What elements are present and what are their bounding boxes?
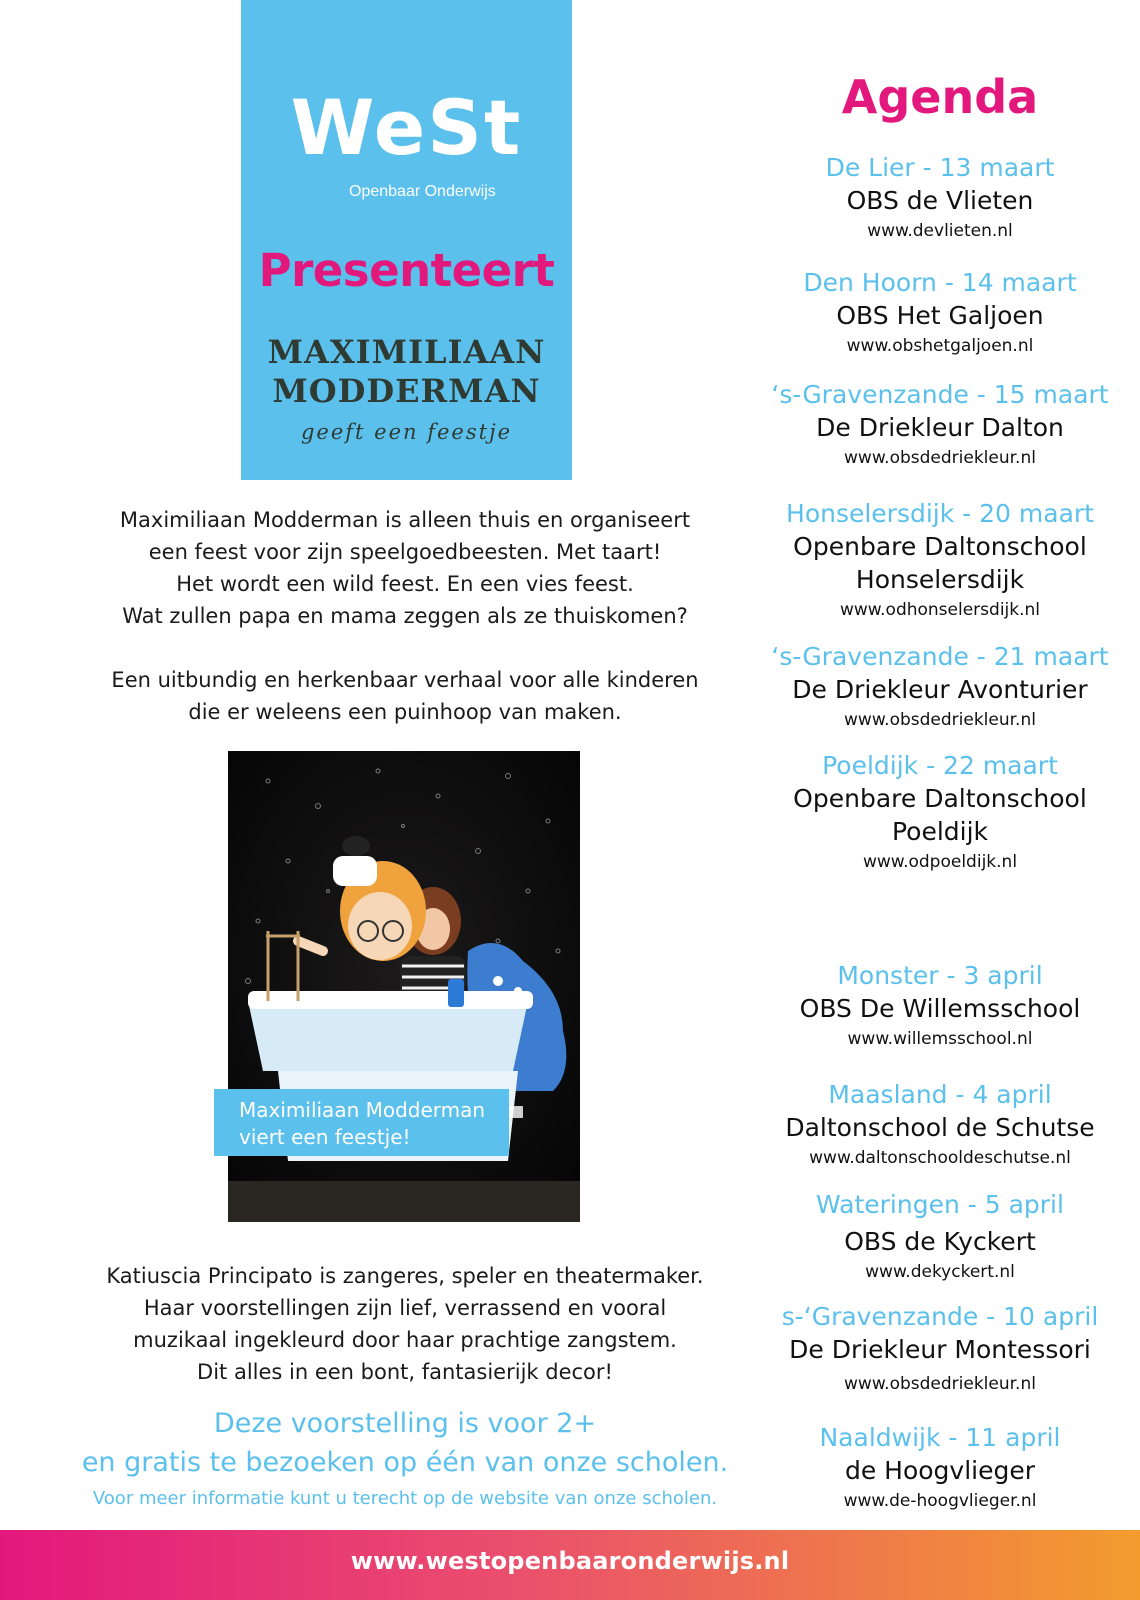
agenda-date: De Lier - 13 maart: [825, 153, 1055, 182]
agenda-date: Honselersdijk - 20 maart: [786, 499, 1094, 528]
agenda-school: De Driekleur Avonturier: [792, 675, 1088, 704]
agenda-school: De Driekleur Dalton: [816, 413, 1064, 442]
agenda-link[interactable]: www.obsdedriekleur.nl: [844, 1374, 1036, 1394]
agenda-school: De Driekleur Montessori: [789, 1335, 1091, 1364]
agenda-school: OBS de Kyckert: [844, 1227, 1036, 1256]
agenda-link[interactable]: www.obsdedriekleur.nl: [844, 448, 1036, 468]
intro-paragraph: [60, 504, 750, 632]
agenda-entry: [760, 959, 1120, 1053]
text-line: Wat zullen papa en mama zeggen als ze thuiskomen?: [122, 604, 688, 628]
agenda-entry: [760, 151, 1120, 245]
agenda-date: ‘s-Gravenzande - 21 maart: [771, 642, 1109, 671]
agenda-date: Naaldwijk - 11 april: [819, 1423, 1061, 1452]
agenda-date: ‘s-Gravenzande - 15 maart: [771, 380, 1109, 409]
agenda-entry: [760, 1078, 1120, 1172]
agenda-school: OBS De Willemsschool: [799, 994, 1081, 1023]
text-line: Katiuscia Principato is zangeres, speler en theatermaker.: [106, 1264, 704, 1288]
agenda-link[interactable]: www.dekyckert.nl: [865, 1262, 1015, 1282]
agenda-date: Wateringen - 5 april: [816, 1190, 1064, 1219]
show-title-line: MODDERMAN: [272, 372, 541, 410]
call-to-action: [40, 1404, 770, 1482]
agenda-school: de Hoogvlieger: [844, 1456, 1036, 1485]
intro-text: [60, 504, 750, 728]
cta-line: en gratis te bezoeken op één van onze scholen.: [81, 1447, 729, 1478]
agenda-entry: [760, 378, 1120, 472]
agenda-link[interactable]: www.daltonschooldeschutse.nl: [809, 1148, 1071, 1168]
photo-caption: [214, 1089, 509, 1156]
agenda-date: Poeldijk - 22 maart: [822, 751, 1058, 780]
footer-bar: [0, 1530, 1140, 1600]
agenda-entry: [760, 1300, 1120, 1398]
cta-line: Deze voorstelling is voor 2+: [213, 1408, 597, 1439]
agenda-entry: [760, 497, 1120, 624]
agenda-date: Monster - 3 april: [837, 961, 1043, 990]
agenda-entry: [760, 640, 1120, 734]
more-info-text: Voor meer informatie kunt u terecht op de website van onze scholen.: [92, 1488, 718, 1509]
show-subtitle: geeft een feestje: [300, 420, 513, 444]
caption-line: Maximiliaan Modderman: [239, 1098, 486, 1122]
agenda-school: OBS de Vlieten: [846, 186, 1034, 215]
agenda-entry: [760, 1421, 1120, 1515]
agenda-school: OBS Het Galjoen: [836, 301, 1044, 330]
presents-heading: Presenteert: [258, 244, 555, 297]
text-line: die er weleens een puinhoop van maken.: [188, 700, 622, 724]
agenda-school: Honselersdijk: [855, 565, 1025, 594]
text-line: een feest voor zijn speelgoedbeesten. Met taart!: [148, 540, 662, 564]
agenda-link[interactable]: www.odhonselersdijk.nl: [839, 600, 1041, 620]
agenda-link[interactable]: www.de-hoogvlieger.nl: [843, 1491, 1037, 1511]
agenda-entry: [760, 266, 1120, 360]
agenda-link[interactable]: www.obsdedriekleur.nl: [844, 710, 1036, 730]
footer-website-link[interactable]: www.westopenbaaronderwijs.nl: [350, 1547, 790, 1575]
west-logo: WeSt: [290, 83, 523, 172]
agenda-link[interactable]: www.willemsschool.nl: [847, 1029, 1033, 1049]
show-title-line: MAXIMILIAAN: [267, 333, 546, 371]
agenda-link[interactable]: www.obshetgaljoen.nl: [846, 336, 1034, 356]
text-line: Het wordt een wild feest. En een vies feest.: [176, 572, 634, 596]
text-line: Haar voorstellingen zijn lief, verrassend en vooral: [143, 1296, 667, 1320]
show-title: [241, 333, 572, 411]
agenda-date: Den Hoorn - 14 maart: [803, 268, 1077, 297]
agenda-entry: [760, 749, 1120, 876]
agenda-school: Daltonschool de Schutse: [785, 1113, 1095, 1142]
logo-subtitle: Openbaar Onderwijs: [349, 183, 496, 200]
agenda-date: s-‘Gravenzande - 10 april: [781, 1302, 1099, 1331]
text-line: Dit alles in een bont, fantasierijk decor!: [197, 1360, 613, 1384]
agenda-school: Openbare Daltonschool: [793, 532, 1087, 561]
agenda-link[interactable]: www.odpoeldijk.nl: [862, 852, 1018, 872]
text-line: Maximiliaan Modderman is alleen thuis en organiseert: [119, 508, 691, 532]
caption-line: viert een feestje!: [239, 1125, 411, 1149]
agenda-school: Poeldijk: [891, 817, 989, 846]
header-banner: [241, 0, 572, 480]
agenda-school: Openbare Daltonschool: [793, 784, 1087, 813]
performer-bio: [60, 1260, 750, 1388]
agenda-entry: [760, 1188, 1120, 1286]
intro-paragraph: [60, 664, 750, 728]
agenda-link[interactable]: www.devlieten.nl: [867, 221, 1013, 241]
agenda-date: Maasland - 4 april: [828, 1080, 1052, 1109]
agenda-title: Agenda: [841, 70, 1039, 124]
text-line: Een uitbundig en herkenbaar verhaal voor alle kinderen: [111, 668, 699, 692]
text-line: muzikaal ingekleurd door haar prachtige zangstem.: [133, 1328, 677, 1352]
